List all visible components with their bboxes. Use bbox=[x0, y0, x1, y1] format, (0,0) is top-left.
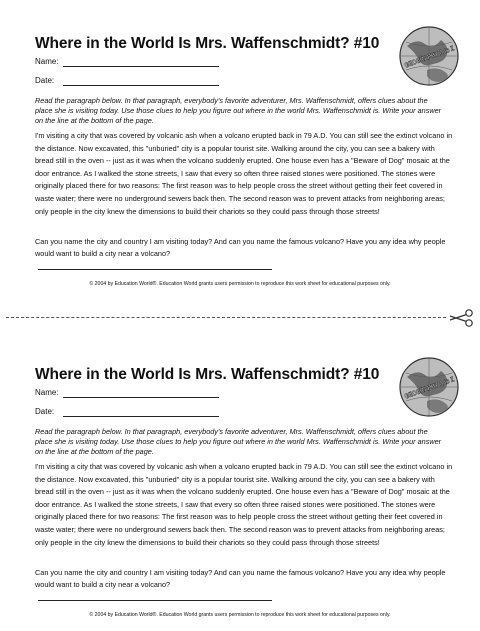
logo-text: GEOGRAPHY A to Z bbox=[403, 40, 469, 70]
instructions: Read the paragraph below. In that paragraph, everybody's favorite adventurer, Mrs. Waffenschmidt, offers clues about the place she is visiting today. Use those clues to help you figure out where in the world Mrs. Waffenschmidt is. Write your answer on the line at the bottom of the page. bbox=[35, 96, 442, 125]
dashed-divider bbox=[6, 317, 446, 318]
logo-text: GEOGRAPHY A to Z bbox=[403, 371, 469, 401]
copyright-notice: © 2004 by Education World®. Education World grants users permission to reproduce this work sheet for educational purposes only. bbox=[89, 612, 391, 618]
name-line[interactable] bbox=[63, 397, 219, 398]
date-label: Date: bbox=[35, 76, 55, 85]
geography-globe-logo bbox=[397, 355, 469, 419]
scissors-icon bbox=[448, 308, 474, 328]
answer-line[interactable] bbox=[38, 600, 272, 601]
question: Can you name the city and country I am visiting today? And can you name the famous volcano? Have you any idea why people would want to build a city near a volcano? bbox=[35, 237, 446, 258]
cut-line bbox=[0, 312, 480, 324]
clue-paragraph: I'm visiting a city that was covered by volcanic ash when a volcano erupted back in 79 A.D. You can still see the extinct volcano in the distance. Now excavated, this "unburied" city is a popular tourist site. Walking around the city, you can see a bakery with bread still in the oven -- just as it was when the volcano suddenly erupted. One house even has a "Beware of Dog" mosaic at the door entrance. As I walked the stone streets, I saw that every so often three raised stones were positioned. The stones were originally placed there for two reasons: The first reason was to help people cross the street without getting their feet covered in waste water; there were no underground sewers back then. The second reason was to prevent attacks from neighboring areas; only people in the city knew the dimensions to build their chariots so they could pass through those streets! bbox=[35, 462, 453, 547]
clue-paragraph: I'm visiting a city that was covered by volcanic ash when a volcano erupted back in 79 A.D. You can still see the extinct volcano in the distance. Now excavated, this "unburied" city is a popular tourist site. Walking around the city, you can see a bakery with bread still in the oven -- just as it was when the volcano suddenly erupted. One house even has a "Beware of Dog" mosaic at the door entrance. As I walked the stone streets, I saw that every so often three raised stones were positioned. The stones were originally placed there for two reasons: The first reason was to help people cross the street without getting their feet covered in waste water; there were no underground sewers back then. The second reason was to prevent attacks from neighboring areas; only people in the city knew the dimensions to build their chariots so they could pass through those streets! bbox=[35, 131, 453, 216]
date-line[interactable] bbox=[63, 85, 219, 86]
question: Can you name the city and country I am visiting today? And can you name the famous volcano? Have you any idea why people would want to build a city near a volcano? bbox=[35, 568, 446, 589]
date-line[interactable] bbox=[63, 416, 219, 417]
date-label: Date: bbox=[35, 407, 55, 416]
name-line[interactable] bbox=[63, 66, 219, 67]
geography-globe-logo bbox=[397, 24, 469, 88]
copyright-notice: © 2004 by Education World®. Education World grants users permission to reproduce this work sheet for educational purposes only. bbox=[89, 281, 391, 287]
answer-line[interactable] bbox=[38, 269, 272, 270]
page-title: Where in the World Is Mrs. Waffenschmidt? #10 bbox=[35, 35, 380, 52]
name-label: Name: bbox=[35, 388, 59, 397]
name-label: Name: bbox=[35, 57, 59, 66]
page-title: Where in the World Is Mrs. Waffenschmidt? #10 bbox=[35, 366, 380, 383]
worksheet-top bbox=[0, 0, 480, 300]
worksheet-bottom bbox=[0, 331, 480, 631]
instructions: Read the paragraph below. In that paragraph, everybody's favorite adventurer, Mrs. Waffenschmidt, offers clues about the place she is visiting today. Use those clues to help you figure out where in the world Mrs. Waffenschmidt is. Write your answer on the line at the bottom of the page. bbox=[35, 427, 442, 456]
